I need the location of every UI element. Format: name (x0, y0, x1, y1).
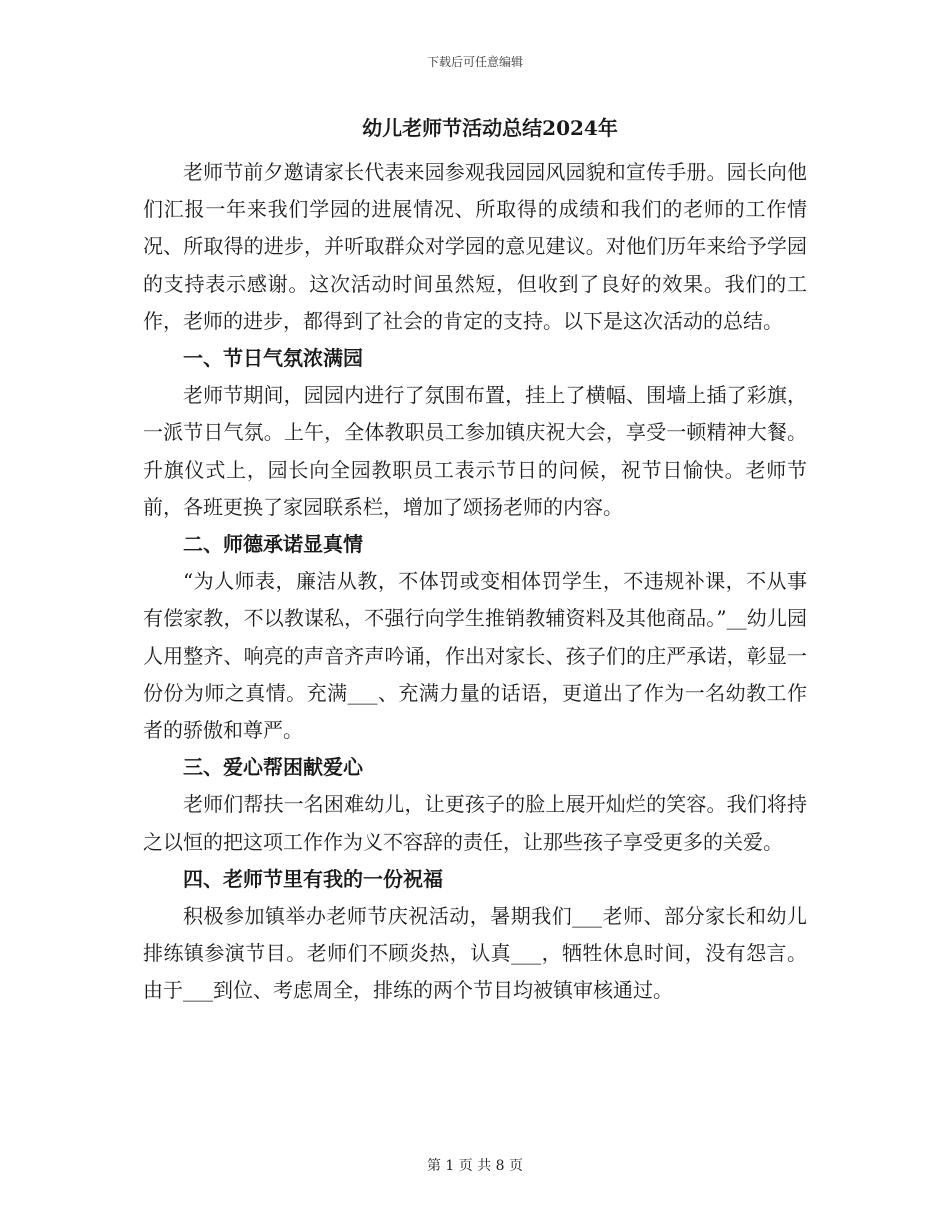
section-body-3: 老师们帮扶一名困难幼儿，让更孩子的脸上展开灿烂的笑容。我们将持之以恒的把这项工作作为义不容辞的责任，让那些孩子享受更多的关爱。 (143, 792, 807, 854)
section-heading-3: 三、爱心帮困献爱心 (183, 755, 363, 780)
section-body-1: 老师节期间，园园内进行了氛围布置，挂上了横幅、围墙上插了彩旗，一派节日气氛。上午，全体教职员工参加镇庆祝大会，享受一顿精神大餐。升旗仪式上，园长向全园教职员工表示节日的问候，祝节日愉快。老师节前，各班更换了家园联系栏，增加了颂扬老师的内容。 (143, 383, 807, 519)
section-heading-1: 一、节日气氛浓满园 (183, 346, 363, 371)
page-header: 下载后可任意编辑 (426, 55, 523, 69)
page-number: 第 1 页 共 8 页 (426, 1158, 524, 1174)
intro-paragraph: 老师节前夕邀请家长代表来园参观我园园风园貌和宣传手册。园长向他们汇报一年来我们学园的进展情况、所取得的成绩和我们的老师的工作情况、所取得的进步，并听取群众对学园的意见建议。对他们历年来给予学园的支持表示感谢。这次活动时间虽然短，但收到了良好的效果。我们的工作，老师的进步，都得到了社会的肯定的支持。以下是这次活动的总结。 (143, 160, 807, 333)
section-heading-2: 二、师德承诺显真情 (183, 532, 363, 557)
document-title: 幼儿老师节活动总结2024年 (362, 116, 618, 140)
section-body-2: “为人师表，廉洁从教，不体罚或变相体罚学生，不违规补课，不从事有偿家教，不以教谋私，不强行向学生推销教辅资料及其他商品。”__幼儿园人用整齐、响亮的声音齐声吟诵，作出对家长、孩子们的庄严承诺，彰显一份份为师之真情。充满___、充满力量的话语，更道出了作为一名幼教工作者的骄傲和尊严。 (143, 569, 807, 743)
section-heading-4: 四、老师节里有我的一份祝福 (183, 866, 443, 891)
section-body-4: 积极参加镇举办老师节庆祝活动，暑期我们___老师、部分家长和幼儿排练镇参演节目。老师们不顾炎热，认真___，牺牲休息时间，没有怨言。由于___到位、考虑周全，排练的两个节目均被镇审核通过。 (143, 904, 807, 1003)
document-body (143, 114, 807, 1010)
